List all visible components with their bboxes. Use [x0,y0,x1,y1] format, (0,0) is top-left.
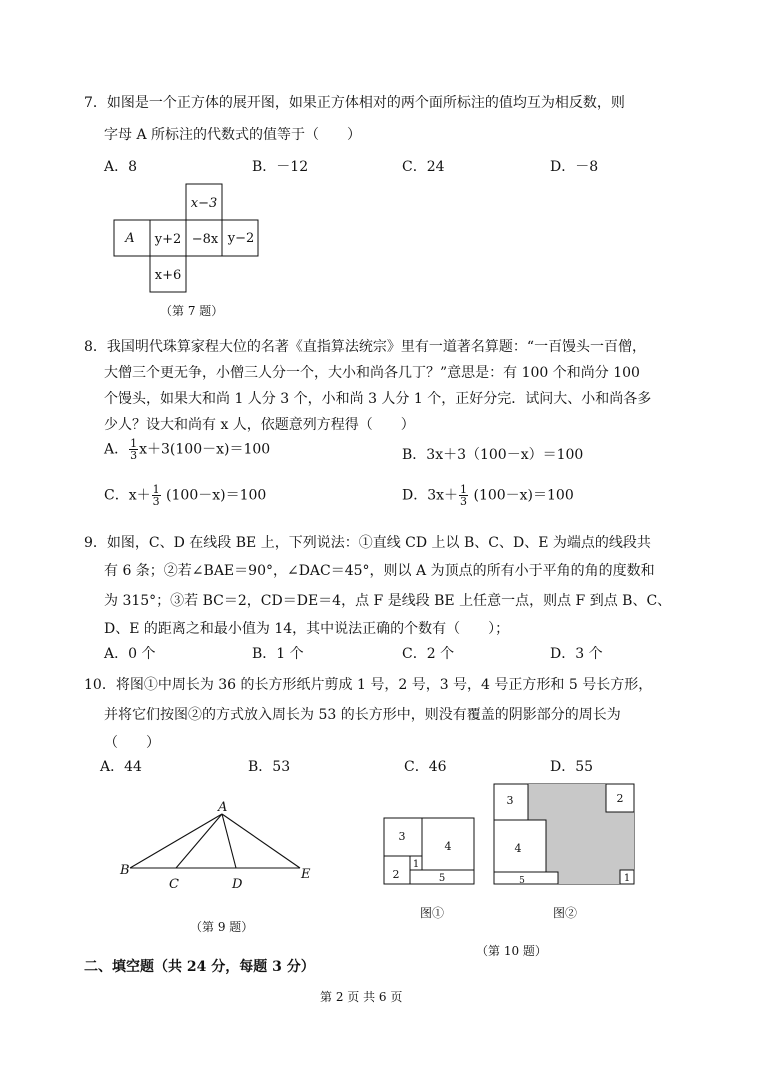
q7-option-d: D．－8 [550,159,599,175]
net-label-right: y−2 [227,231,255,246]
q7-line-2: 字母 A 所标注的代数式的值等于（ ） [104,127,362,143]
q7-caption: （第 7 题） [160,304,224,318]
fig1-label-2: 2 [392,868,400,881]
fig1-label-5: 5 [438,873,446,884]
q10-line-1: 10．将图①中周长为 36 的长方形纸片剪成 1 号，2 号，3 号，4 号正方形和 5 号长方形， [84,677,653,693]
q7-option-b: B．－12 [252,159,309,175]
q9-option-c: C．2 个 [402,646,455,662]
point-b-label: B [120,863,130,878]
q8-option-d: D．3x＋ $\frac{1}{3}$ (100－x)＝100 [402,483,574,508]
q8-line-4: 少人？设大和尚有 x 人，依题意列方程得（ ） [104,417,415,433]
fig1-label-3: 3 [398,830,406,843]
point-c-label: C [169,877,179,892]
q10-option-c: C．46 [404,759,447,775]
net-label-top: x−3 [190,196,218,211]
q10-caption: （第 10 题） [476,944,547,958]
fig1-label-4: 4 [444,840,452,853]
q8-option-b: B．3x＋3（100－x）＝100 [402,447,584,463]
q8-option-c: C．x＋ $\frac{1}{3}$ (100－x)＝100 [104,483,267,508]
q9-option-d: D．3 个 [550,646,603,662]
q9-line-3: 为 315°；③若 BC＝2，CD＝DE＝4，点 F 是线段 BE 上任意一点，则点 F 到点 B、C、 [104,593,672,609]
q9-line-1: 9．如图，C、D 在线段 BE 上，下列说法：①直线 CD 上以 B、C、D、E 为端点的线段共 [84,535,651,551]
net-label-mid1: y+2 [154,232,182,247]
q9-line-4: D、E 的距离之和最小值为 14，其中说法正确的个数有（ ）； [104,621,510,637]
q10-option-a: A．44 [100,759,142,775]
q9-caption: （第 9 题） [190,920,254,934]
q8-line-1: 8．我国明代珠算家程大位的名著《直指算法统宗》里有一道著名算题：“一百馒头一百僧， [84,339,647,355]
q8-option-a: A． $\frac{1}{3}$ x＋3(100－x)＝100 [104,437,271,462]
q10-line-3: （ ） [104,735,160,751]
fig2-label-1: 1 [623,873,631,884]
net-label-mid2: −8x [191,232,219,247]
q10-line-2: 并将它们按图②的方式放入周长为 53 的长方形中，则没有覆盖的阴影部分的周长为 [104,707,621,723]
point-a-label: A [218,800,228,815]
fig2-label-4: 4 [514,842,522,855]
q10-option-d: D．55 [550,759,594,775]
fig2-label-5: 5 [519,876,525,886]
net-label-left: A [125,231,135,246]
q9-option-a: A．0 个 [104,646,156,662]
q10-option-b: B．53 [248,759,291,775]
net-label-bottom: x+6 [154,268,182,283]
q9-line-2: 有 6 条；②若∠BAE＝90°，∠DAC＝45°，则以 A 为顶点的所有小于平角的角的度数和 [104,563,655,579]
point-e-label: E [301,867,311,882]
q7-line-1: 7．如图是一个正方体的展开图，如果正方体相对的两个面所标注的值均互为相反数，则 [84,95,625,111]
fig2-title: 图② [553,906,578,920]
point-d-label: D [232,877,243,892]
fig2-label-2: 2 [616,792,624,805]
q7-option-c: C．24 [402,159,445,175]
q8-line-2: 大僧三个更无争，小僧三人分一个，大小和尚各几丁？”意思是：有 100 个和尚分 100 [104,365,640,381]
q7-option-a: A．8 [104,159,138,175]
fig2-rect-5 [494,872,558,884]
fig1-title: 图① [420,906,445,920]
section-2-heading: 二、填空题（共 24 分，每题 3 分） [84,959,315,975]
page-footer: 第 2 页 共 6 页 [320,990,403,1004]
q9-option-b: B．1 个 [252,646,304,662]
fig1-label-1: 1 [412,859,420,870]
fig2-label-3: 3 [506,794,514,807]
q8-line-3: 个馒头，如果大和尚 1 人分 3 个，小和尚 3 人分 1 个，正好分完．试问大、小和尚各多 [104,391,652,407]
